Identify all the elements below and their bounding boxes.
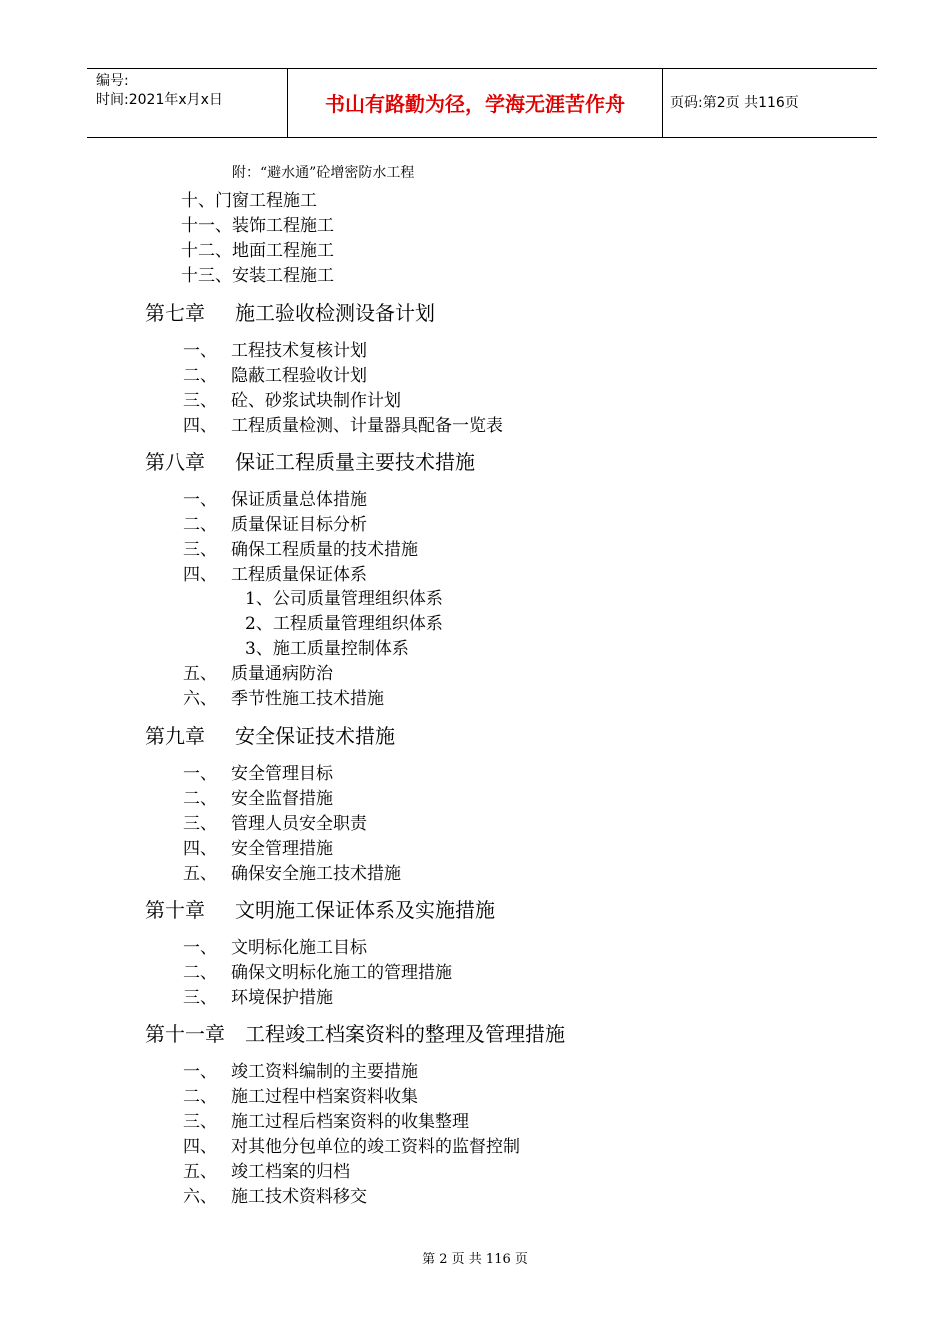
toc-item: 二、 质量保证目标分析 <box>183 515 367 535</box>
toc-item: 一、 文明标化施工目标 <box>183 938 367 958</box>
toc-item: 四、 安全管理措施 <box>183 839 333 859</box>
toc-item: 十二、地面工程施工 <box>181 241 334 261</box>
toc-item: 六、 施工技术资料移交 <box>183 1187 367 1207</box>
toc-subitem: 1、公司质量管理组织体系 <box>245 589 443 609</box>
chapter-heading: 第八章 保证工程质量主要技术措施 <box>145 450 475 474</box>
toc-item: 二、 安全监督措施 <box>183 789 333 809</box>
toc-item: 三、 管理人员安全职责 <box>183 814 367 834</box>
appendix-line: 附：“避水通”砼增密防水工程 <box>232 165 415 181</box>
toc-item: 四、 工程质量检测、计量器具配备一览表 <box>183 416 503 436</box>
toc-item: 三、 砼、砂浆试块制作计划 <box>183 391 401 411</box>
toc-item: 一、 竣工资料编制的主要措施 <box>183 1062 418 1082</box>
toc-subitem: 2、工程质量管理组织体系 <box>245 614 443 634</box>
toc-item: 一、 工程技术复核计划 <box>183 341 367 361</box>
document-number-label: 编号: <box>96 73 129 89</box>
page-number-label: 页码:第2页 共116页 <box>670 95 799 111</box>
toc-item: 十、门窗工程施工 <box>181 191 317 211</box>
toc-item: 一、 安全管理目标 <box>183 764 333 784</box>
toc-item: 五、 确保安全施工技术措施 <box>183 864 401 884</box>
chapter-heading: 第十章 文明施工保证体系及实施措施 <box>145 898 495 922</box>
header-motto-cell <box>287 69 663 137</box>
chapter-heading: 第七章 施工验收检测设备计划 <box>145 301 435 325</box>
toc-item: 四、 工程质量保证体系 <box>183 565 367 585</box>
toc-item: 三、 施工过程后档案资料的收集整理 <box>183 1112 469 1132</box>
toc-item: 三、 确保工程质量的技术措施 <box>183 540 418 560</box>
toc-item: 二、 施工过程中档案资料收集 <box>183 1087 418 1107</box>
toc-item: 十一、装饰工程施工 <box>181 216 334 236</box>
toc-subitem: 3、施工质量控制体系 <box>245 639 409 659</box>
toc-item: 二、 隐蔽工程验收计划 <box>183 366 367 386</box>
toc-item: 五、 竣工档案的归档 <box>183 1162 350 1182</box>
chapter-heading: 第十一章 工程竣工档案资料的整理及管理措施 <box>145 1022 565 1046</box>
toc-item: 一、 保证质量总体措施 <box>183 490 367 510</box>
toc-item: 四、 对其他分包单位的竣工资料的监督控制 <box>183 1137 520 1157</box>
document-time-label: 时间:2021年x月x日 <box>96 92 223 108</box>
toc-item: 五、 质量通病防治 <box>183 664 333 684</box>
header-page-cell <box>662 69 877 137</box>
page-footer: 第 2 页 共 116 页 <box>422 1252 528 1267</box>
motto-text: 书山有路勤为径，学海无涯苦作舟 <box>325 92 625 116</box>
header-left-cell <box>87 69 287 137</box>
toc-item: 二、 确保文明标化施工的管理措施 <box>183 963 452 983</box>
toc-item: 六、 季节性施工技术措施 <box>183 689 384 709</box>
chapter-heading: 第九章 安全保证技术措施 <box>145 724 395 748</box>
toc-item: 十三、安装工程施工 <box>181 266 334 286</box>
toc-item: 三、 环境保护措施 <box>183 988 333 1008</box>
page-header <box>87 68 877 138</box>
